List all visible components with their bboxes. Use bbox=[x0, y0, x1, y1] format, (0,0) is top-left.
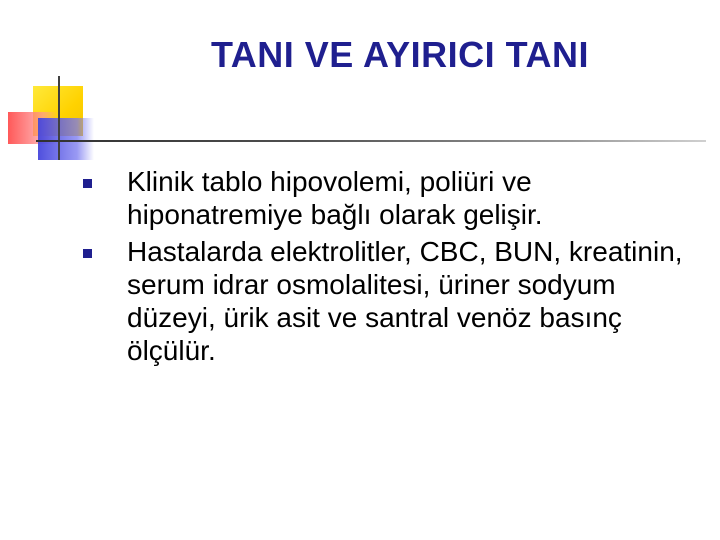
bullet-item bbox=[80, 235, 700, 367]
bullet-item bbox=[80, 165, 700, 231]
square-bullet-icon bbox=[83, 249, 92, 258]
decorative-blue-square bbox=[38, 118, 94, 160]
slide-title: TANI VE AYIRICI TANI bbox=[210, 34, 590, 75]
bullet-text: Klinik tablo hipovolemi, poliüri ve hiponatremiye bağlı olarak gelişir. bbox=[127, 166, 543, 230]
bullet-list bbox=[80, 165, 700, 371]
decorative-vertical-line bbox=[58, 76, 60, 160]
bullet-text: Hastalarda elektrolitler, CBC, BUN, kreatinin, serum idrar osmolalitesi, üriner sodyum düzeyi, ürik asit ve santral venöz basınç ölçülür. bbox=[127, 236, 683, 366]
square-bullet-icon bbox=[83, 179, 92, 188]
title-underline bbox=[36, 140, 706, 142]
